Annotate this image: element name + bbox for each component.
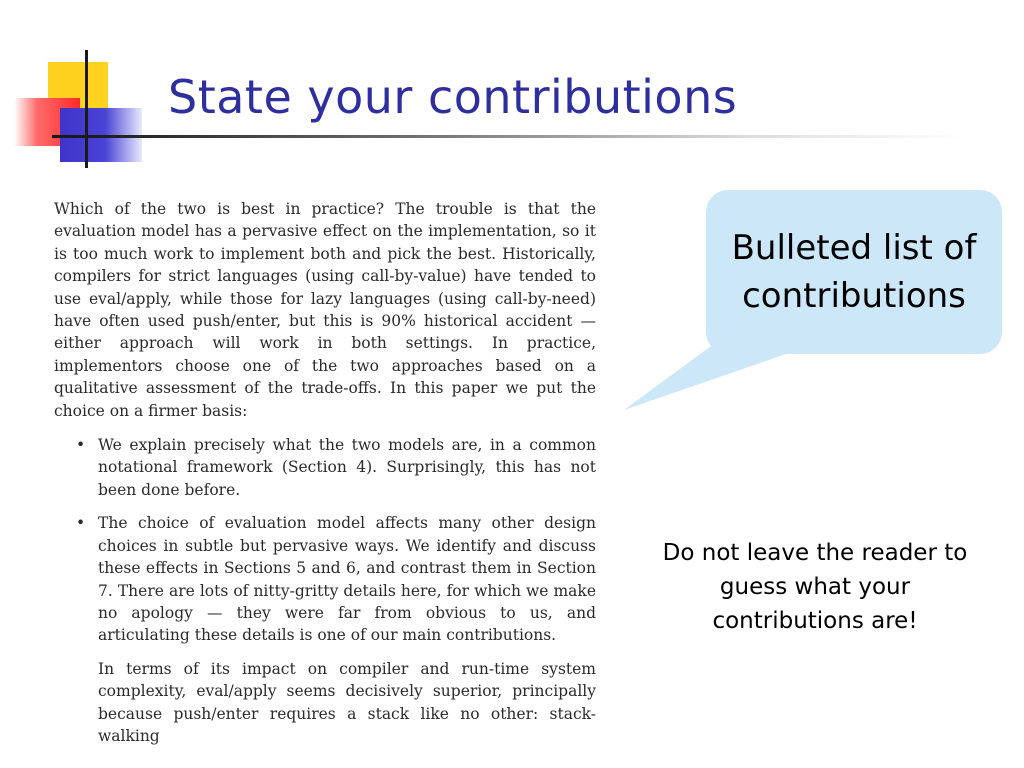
list-item — [54, 512, 596, 646]
callout-bubble — [706, 190, 1002, 354]
paper-intro-paragraph: Which of the two is best in practice? The trouble is that the evaluation model has a pervasive effect on the implementation, so it is too much work to implement both and pick the best. Historically, compilers for strict languages (using call-by-value) have tended to use eval/apply, while those for lazy languages (using call-by-need) have often used push/enter, but this is 90% historical accident — either approach will work in both settings. In practice, implementors choose one of the two approaches based on a qualitative assessment of the trade-offs. In this paper we put the choice on a firmer basis: — [54, 200, 596, 420]
paper-excerpt — [54, 198, 596, 747]
list-item-text: The choice of evaluation model affects many other design choices in subtle but pervasive ways. We identify and discuss these effects in Sections 5 and 6, and contrast them in Section 7. There are lots of nitty-gritty details here, for which we make no apology — they were far from obvious to us, and articulating these details is one of our main contributions. — [98, 514, 596, 645]
bullet-icon: • — [76, 436, 86, 455]
paper-continuation-paragraph: In terms of its impact on compiler and run-time system complexity, eval/apply seems decisively superior, principally because push/enter requires a stack like no other: stack-walking — [98, 659, 596, 745]
list-item — [54, 434, 596, 501]
reminder-note: Do not leave the reader to guess what your contributions are! — [662, 540, 968, 634]
contribution-list — [54, 434, 596, 647]
decorative-logo — [0, 0, 160, 180]
slide-title: State your contributions — [168, 70, 738, 124]
callout-text: Bulleted list of contributions — [731, 228, 977, 316]
title-divider — [88, 135, 968, 138]
list-item-text: We explain precisely what the two models are, in a common notational framework (Section 4). Surprisingly, this has not been done before. — [98, 436, 596, 499]
logo-vertical-line — [85, 50, 88, 168]
bullet-icon: • — [76, 514, 86, 533]
